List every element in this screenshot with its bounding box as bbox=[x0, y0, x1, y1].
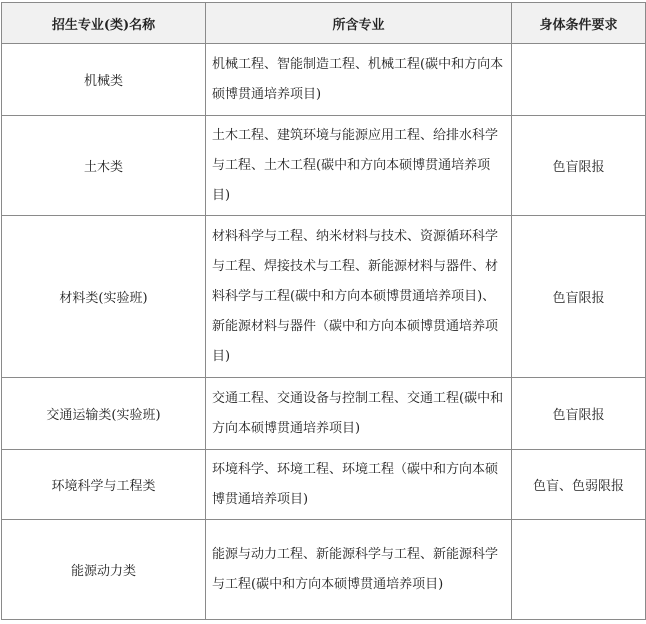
majors-cell: 材料科学与工程、纳米材料与技术、资源循环科学与工程、焊接技术与工程、新能源材料与器件、材料科学与工程(碳中和方向本硕博贯通培养项目)、新能源材料与器件（碳中和方向本硕博贯通培养项目) bbox=[206, 216, 512, 378]
requirement-cell bbox=[512, 44, 646, 116]
category-cell: 能源动力类 bbox=[2, 520, 206, 620]
table-row bbox=[2, 44, 646, 116]
category-cell: 交通运输类(实验班) bbox=[2, 378, 206, 450]
category-cell: 机械类 bbox=[2, 44, 206, 116]
requirement-cell: 色盲限报 bbox=[512, 116, 646, 216]
header-row bbox=[2, 3, 646, 44]
table-row bbox=[2, 520, 646, 620]
requirement-cell: 色盲限报 bbox=[512, 378, 646, 450]
requirement-cell: 色盲、色弱限报 bbox=[512, 450, 646, 520]
requirement-cell: 色盲限报 bbox=[512, 216, 646, 378]
category-cell: 土木类 bbox=[2, 116, 206, 216]
majors-cell: 土木工程、建筑环境与能源应用工程、给排水科学与工程、土木工程(碳中和方向本硕博贯通培养项目) bbox=[206, 116, 512, 216]
majors-cell: 机械工程、智能制造工程、机械工程(碳中和方向本硕博贯通培养项目) bbox=[206, 44, 512, 116]
header-included-majors: 所含专业 bbox=[206, 3, 512, 44]
header-physical-requirements: 身体条件要求 bbox=[512, 3, 646, 44]
majors-cell: 能源与动力工程、新能源科学与工程、新能源科学与工程(碳中和方向本硕博贯通培养项目) bbox=[206, 520, 512, 620]
table-row bbox=[2, 450, 646, 520]
table-row bbox=[2, 116, 646, 216]
header-major-category: 招生专业(类)名称 bbox=[2, 3, 206, 44]
category-cell: 材料类(实验班) bbox=[2, 216, 206, 378]
table-row bbox=[2, 378, 646, 450]
majors-table bbox=[1, 2, 646, 620]
table-row bbox=[2, 216, 646, 378]
category-cell: 环境科学与工程类 bbox=[2, 450, 206, 520]
majors-cell: 环境科学、环境工程、环境工程（碳中和方向本硕博贯通培养项目) bbox=[206, 450, 512, 520]
majors-cell: 交通工程、交通设备与控制工程、交通工程(碳中和方向本硕博贯通培养项目) bbox=[206, 378, 512, 450]
requirement-cell bbox=[512, 520, 646, 620]
